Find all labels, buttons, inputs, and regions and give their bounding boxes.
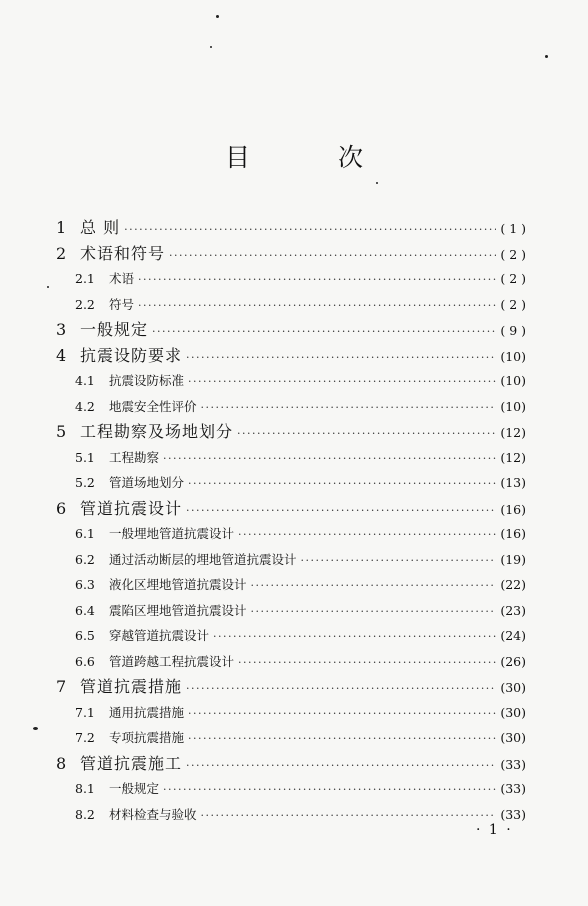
toc-entry-number: 8.1 bbox=[75, 781, 95, 796]
toc-section-row[interactable] bbox=[56, 776, 526, 802]
toc-chapter-row[interactable] bbox=[56, 751, 526, 777]
toc-section-row[interactable] bbox=[56, 598, 526, 624]
toc-section-row[interactable] bbox=[56, 649, 526, 675]
toc-entry-number: 4 bbox=[56, 345, 67, 365]
dot-leader bbox=[163, 777, 496, 803]
dot-leader bbox=[138, 267, 496, 293]
dot-leader bbox=[188, 369, 496, 395]
toc-entry-number: 6.1 bbox=[75, 526, 95, 541]
toc-page-number: (19) bbox=[500, 551, 526, 567]
toc-entry-number: 2.1 bbox=[75, 271, 95, 286]
toc-entry-title: 材料检查与验收 bbox=[109, 806, 197, 822]
dot-leader bbox=[186, 753, 496, 779]
toc-entry-number: 6.3 bbox=[75, 577, 95, 592]
dot-leader bbox=[186, 345, 496, 371]
toc-section-row[interactable] bbox=[56, 802, 526, 828]
toc-entry-title: 专项抗震措施 bbox=[109, 730, 185, 745]
toc-section-row[interactable] bbox=[56, 292, 526, 318]
toc-chapter-row[interactable] bbox=[56, 343, 526, 369]
toc-entry-title: 工程勘察 bbox=[109, 449, 160, 465]
toc-section-row[interactable] bbox=[56, 547, 526, 573]
toc-page-number: (10) bbox=[500, 373, 526, 388]
dot-leader bbox=[201, 803, 497, 829]
dot-leader bbox=[251, 599, 497, 625]
dot-leader bbox=[138, 293, 496, 319]
toc-page-number: (24) bbox=[500, 628, 526, 643]
toc-entry-number: 6.6 bbox=[75, 653, 95, 669]
toc-entry-number: 2 bbox=[56, 243, 67, 263]
scan-speck bbox=[216, 15, 219, 18]
dot-leader bbox=[237, 421, 496, 447]
dot-leader bbox=[213, 624, 496, 650]
toc-section-row[interactable] bbox=[56, 521, 526, 547]
toc-section-row[interactable] bbox=[56, 623, 526, 649]
toc-entry-title: 总 则 bbox=[80, 218, 121, 237]
toc-section-row[interactable] bbox=[56, 725, 526, 751]
dot-leader bbox=[188, 726, 496, 752]
toc-entry-number: 4.1 bbox=[75, 373, 95, 388]
toc-entry-title: 管道抗震施工 bbox=[80, 753, 183, 773]
toc-entry-title: 通用抗震措施 bbox=[109, 704, 185, 720]
toc-page-number: (22) bbox=[500, 577, 526, 592]
toc-entry-number: 4.2 bbox=[75, 398, 95, 414]
toc-page-number: (16) bbox=[500, 501, 526, 517]
toc-section-row[interactable] bbox=[56, 470, 526, 496]
scan-speck bbox=[47, 286, 49, 288]
toc-entry-number: 7 bbox=[56, 677, 67, 696]
toc-page-number: (30) bbox=[500, 704, 526, 720]
dot-leader bbox=[238, 650, 496, 676]
dot-leader bbox=[163, 446, 496, 472]
toc-entry-title: 管道跨越工程抗震设计 bbox=[109, 653, 235, 669]
toc-section-row[interactable] bbox=[56, 700, 526, 726]
dot-leader bbox=[152, 319, 496, 345]
toc-section-row[interactable] bbox=[56, 266, 526, 292]
toc-entry-title: 抗震设防标准 bbox=[109, 373, 185, 388]
toc-entry-number: 6.5 bbox=[75, 628, 95, 643]
toc-entry-title: 管道抗震措施 bbox=[80, 677, 183, 696]
toc-entry-number: 3 bbox=[56, 320, 67, 339]
scan-speck bbox=[376, 182, 378, 184]
dot-leader bbox=[186, 676, 496, 702]
toc-page-number: (30) bbox=[500, 730, 526, 745]
dot-leader bbox=[186, 498, 496, 524]
toc-entry-title: 通过活动断层的埋地管道抗震设计 bbox=[109, 551, 297, 567]
toc-entry-number: 8.2 bbox=[75, 806, 95, 822]
table-of-contents bbox=[56, 215, 526, 827]
toc-entry-title: 穿越管道抗震设计 bbox=[109, 628, 210, 643]
toc-entry-title: 抗震设防要求 bbox=[80, 345, 183, 365]
toc-page-number: ( 1 ) bbox=[500, 221, 526, 236]
toc-page-number: (12) bbox=[500, 449, 526, 465]
toc-entry-number: 5 bbox=[56, 422, 67, 441]
scan-speck bbox=[210, 46, 212, 48]
toc-chapter-row[interactable] bbox=[56, 215, 526, 241]
dot-leader bbox=[188, 471, 496, 497]
toc-chapter-row[interactable] bbox=[56, 496, 526, 522]
page-number: · 1 · bbox=[476, 822, 513, 838]
dot-leader bbox=[124, 217, 496, 243]
toc-section-row[interactable] bbox=[56, 368, 526, 394]
dot-leader bbox=[238, 522, 496, 548]
toc-page-number: (30) bbox=[500, 680, 526, 695]
dot-leader bbox=[251, 573, 497, 599]
toc-entry-number: 7.1 bbox=[75, 704, 95, 720]
scan-speck bbox=[33, 727, 38, 730]
toc-entry-title: 术语 bbox=[109, 271, 135, 286]
toc-page-number: (10) bbox=[500, 348, 526, 364]
toc-section-row[interactable] bbox=[56, 572, 526, 598]
toc-entry-title: 管道抗震设计 bbox=[80, 498, 183, 518]
toc-chapter-row[interactable] bbox=[56, 317, 526, 343]
toc-page-number: (10) bbox=[500, 398, 526, 414]
toc-entry-title: 一般规定 bbox=[80, 320, 149, 339]
toc-entry-title: 地震安全性评价 bbox=[109, 398, 197, 414]
toc-page-number: (16) bbox=[500, 526, 526, 541]
dot-leader bbox=[169, 243, 496, 269]
toc-page-number: ( 2 ) bbox=[500, 296, 526, 312]
toc-entry-title: 一般埋地管道抗震设计 bbox=[109, 526, 235, 541]
toc-chapter-row[interactable] bbox=[56, 419, 526, 445]
toc-page-number: (13) bbox=[500, 475, 526, 490]
toc-page-number: ( 9 ) bbox=[500, 323, 526, 338]
toc-entry-number: 5.2 bbox=[75, 475, 95, 490]
toc-page-number: (33) bbox=[500, 806, 526, 822]
toc-page-number: (26) bbox=[500, 653, 526, 669]
toc-page-number: (23) bbox=[500, 602, 526, 618]
toc-entry-title: 震陷区埋地管道抗震设计 bbox=[109, 602, 247, 618]
toc-page-number: (33) bbox=[500, 756, 526, 772]
toc-entry-number: 6.4 bbox=[75, 602, 95, 618]
toc-chapter-row[interactable] bbox=[56, 241, 526, 267]
toc-page-number: (12) bbox=[500, 425, 526, 440]
toc-entry-number: 6 bbox=[56, 498, 67, 518]
page-title: 目 次 bbox=[225, 143, 403, 172]
toc-entry-title: 符号 bbox=[109, 296, 135, 312]
toc-page-number: (33) bbox=[500, 781, 526, 796]
toc-chapter-row[interactable] bbox=[56, 674, 526, 700]
toc-section-row[interactable] bbox=[56, 394, 526, 420]
toc-entry-number: 1 bbox=[56, 218, 67, 237]
toc-section-row[interactable] bbox=[56, 445, 526, 471]
toc-entry-title: 术语和符号 bbox=[80, 243, 166, 263]
dot-leader bbox=[201, 395, 497, 421]
dot-leader bbox=[188, 701, 496, 727]
toc-entry-title: 液化区埋地管道抗震设计 bbox=[109, 577, 247, 592]
toc-entry-number: 8 bbox=[56, 753, 67, 773]
toc-entry-title: 一般规定 bbox=[109, 781, 160, 796]
toc-page-number: ( 2 ) bbox=[500, 246, 526, 262]
scan-speck bbox=[545, 55, 548, 58]
dot-leader bbox=[301, 548, 497, 574]
toc-entry-title: 管道场地划分 bbox=[109, 475, 185, 490]
toc-entry-number: 6.2 bbox=[75, 551, 95, 567]
toc-page-number: ( 2 ) bbox=[500, 271, 526, 286]
toc-entry-number: 7.2 bbox=[75, 730, 95, 745]
toc-entry-number: 5.1 bbox=[75, 449, 95, 465]
toc-entry-title: 工程勘察及场地划分 bbox=[80, 422, 234, 441]
toc-entry-number: 2.2 bbox=[75, 296, 95, 312]
